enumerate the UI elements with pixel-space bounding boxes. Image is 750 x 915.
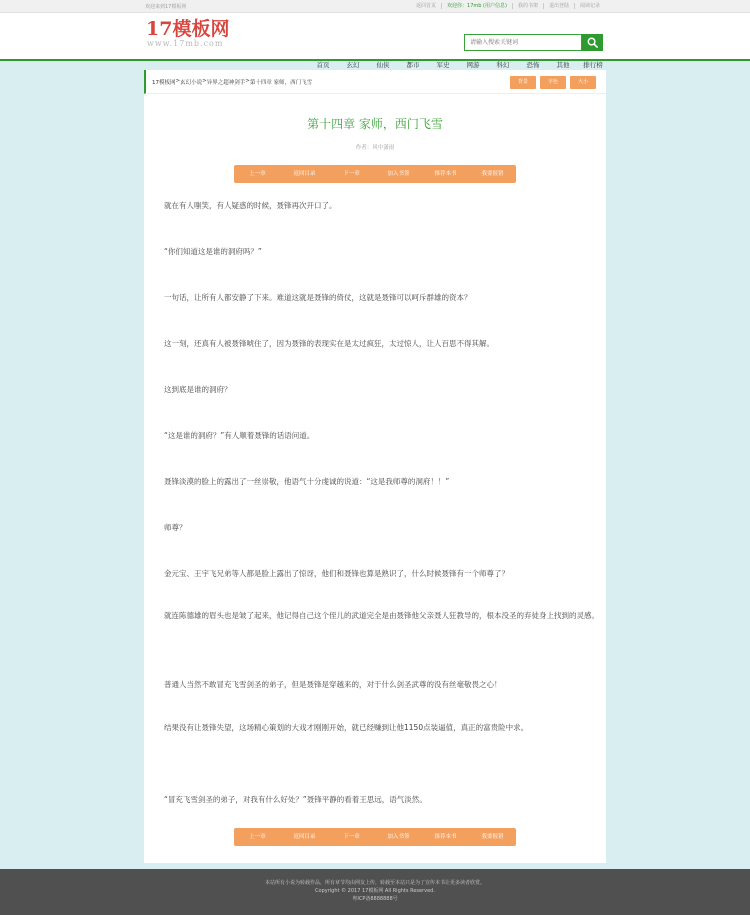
report-error-button[interactable]: 我要报错	[481, 834, 504, 840]
top-links	[411, 3, 605, 9]
prev-chapter-button[interactable]: 上一章	[249, 171, 266, 177]
chapter-paragraph: 就连陈德雄的眉头也是皱了起来，他记得自己这个侄儿的武道完全是由聂锋他父亲聂人狂教导的，根本没圣的弃徒身上找到的灵感。	[164, 611, 599, 620]
chapter-paragraph: 这到底是谁的洞府？	[164, 385, 232, 394]
chapter-author: 作者：风中潇雨	[355, 145, 395, 151]
nav-junshi[interactable]: 军史	[436, 61, 450, 69]
welcome-text: 欢迎来到17模板网	[145, 4, 187, 10]
chapter-paragraph: 师尊？	[164, 523, 187, 532]
chapter-paragraph: 普通人当然不敢冒充飞雪剑圣的弟子，但是聂锋是穿越来的，对于什么剑圣武尊的没有丝毫敬畏之心！	[164, 680, 502, 689]
chapter-paragraph: 一句话，让所有人都安静了下来。难道这就是聂锋的倚仗，这就是聂锋可以呵斥群雄的资本？	[164, 293, 472, 302]
breadcrumb-book[interactable]: 异界之超神剑手	[206, 80, 246, 86]
chapter-paragraph: 这一刻，还真有人被聂锋唬住了，因为聂锋的表现实在是太过疯狂，太过惊人，让人百思不得其解。	[164, 339, 494, 348]
table-of-contents-button[interactable]: 返回目录	[293, 171, 316, 177]
top-link-user-info[interactable]: 欢迎你：17mb (用户信息)	[441, 3, 512, 9]
logo-url: www.17mb.com	[147, 39, 224, 48]
nav-kehuan[interactable]: 科幻	[496, 61, 510, 69]
nav-ranking[interactable]: 排行榜	[583, 61, 603, 69]
search-input[interactable]	[464, 34, 582, 51]
breadcrumb	[152, 78, 312, 86]
table-of-contents-button[interactable]: 返回目录	[293, 834, 316, 840]
next-chapter-button[interactable]: 下一章	[343, 171, 360, 177]
site-logo[interactable]	[146, 19, 229, 48]
add-bookmark-button[interactable]: 加入书签	[387, 834, 410, 840]
recommend-book-button[interactable]: 推荐本书	[434, 834, 457, 840]
add-bookmark-button[interactable]: 加入书签	[387, 171, 410, 177]
top-bar	[0, 0, 750, 13]
top-link-bookshelf[interactable]: 我的书架	[512, 3, 543, 9]
site-header	[0, 13, 750, 69]
breadcrumb-separator: >	[202, 78, 207, 84]
nav-wangyou[interactable]: 网游	[466, 61, 480, 69]
chapter-paragraph: 金元宝、王宇飞兄弟等人都是脸上露出了惊讶，他们和聂锋也算是熟识了，什么时候聂锋有一个师尊了？	[164, 569, 509, 578]
nav-home[interactable]: 首页	[316, 61, 330, 69]
chapter-paragraph: “你们知道这是谁的洞府吗？”	[164, 247, 262, 256]
report-error-button[interactable]: 我要报错	[481, 171, 504, 177]
chapter-card	[144, 70, 606, 863]
nav-xianxia[interactable]: 仙侠	[376, 61, 390, 69]
breadcrumb-category[interactable]: 玄幻小说	[180, 80, 203, 86]
chapter-paragraph: 就在有人嗤笑，有人疑惑的时候，聂锋再次开口了。	[164, 201, 337, 210]
footer-icp: 粤ICP备8888888号	[352, 896, 398, 902]
breadcrumb-bar	[144, 70, 606, 94]
top-link-home[interactable]: 返回首页	[416, 3, 437, 9]
chapter-pager-bottom	[234, 828, 516, 846]
top-link-logout[interactable]: 退出登陆	[543, 3, 574, 9]
recommend-book-button[interactable]: 推荐本书	[434, 171, 457, 177]
site-footer	[0, 869, 750, 915]
breadcrumb-chapter: 第十四章 家师，西门飞雪	[249, 80, 313, 86]
chapter-paragraph: 聂锋淡漠的脸上的露出了一丝崇敬，他语气十分虔诚的说道：“这是我师尊的洞府！！”	[164, 477, 450, 486]
prev-chapter-button[interactable]: 上一章	[249, 834, 266, 840]
reading-tools	[510, 76, 596, 89]
search-button[interactable]	[582, 34, 603, 51]
next-chapter-button[interactable]: 下一章	[343, 834, 360, 840]
breadcrumb-separator: >	[175, 78, 181, 84]
footer-disclaimer: 本站所有小说为转载作品，所有章节均由网友上传，转载至本站只是为了宣传本书让更多读者欣赏。	[264, 880, 485, 886]
chapter-paragraph: 结果没有让聂锋失望，这场精心策划的大戏才刚刚开始，就已经赚到让他1150点装逼值，真正的富贵险中求。	[164, 723, 529, 732]
breadcrumb-home[interactable]: 17模板网	[152, 80, 176, 86]
background-button[interactable]: 背景	[510, 76, 536, 89]
nav-dushi[interactable]: 都市	[406, 61, 420, 69]
logo-title: 17模板网	[146, 18, 230, 40]
search-box	[464, 34, 603, 51]
chapter-title: 第十四章 家师，西门飞雪	[307, 117, 443, 131]
breadcrumb-separator: >	[245, 78, 250, 84]
chapter-pager-top	[234, 165, 516, 183]
search-icon	[587, 37, 598, 48]
footer-copyright: Copyright © 2017 17模板网 All Rights Reserved.	[315, 888, 435, 894]
nav-kongbu[interactable]: 恐怖	[526, 61, 540, 69]
font-color-button[interactable]: 字色	[540, 76, 566, 89]
nav-xuanhuan[interactable]: 玄幻	[338, 58, 368, 73]
top-link-reading-history[interactable]: 阅读记录	[574, 3, 605, 9]
font-size-button[interactable]: 大小	[570, 76, 596, 89]
chapter-paragraph: “这是谁的洞府？”有人顺着聂锋的话语问道。	[164, 431, 315, 440]
nav-qita[interactable]: 其他	[556, 61, 570, 69]
chapter-paragraph: “冒充飞雪剑圣的弟子，对我有什么好处？”聂锋平静的看着王思远，语气淡然。	[164, 795, 427, 804]
